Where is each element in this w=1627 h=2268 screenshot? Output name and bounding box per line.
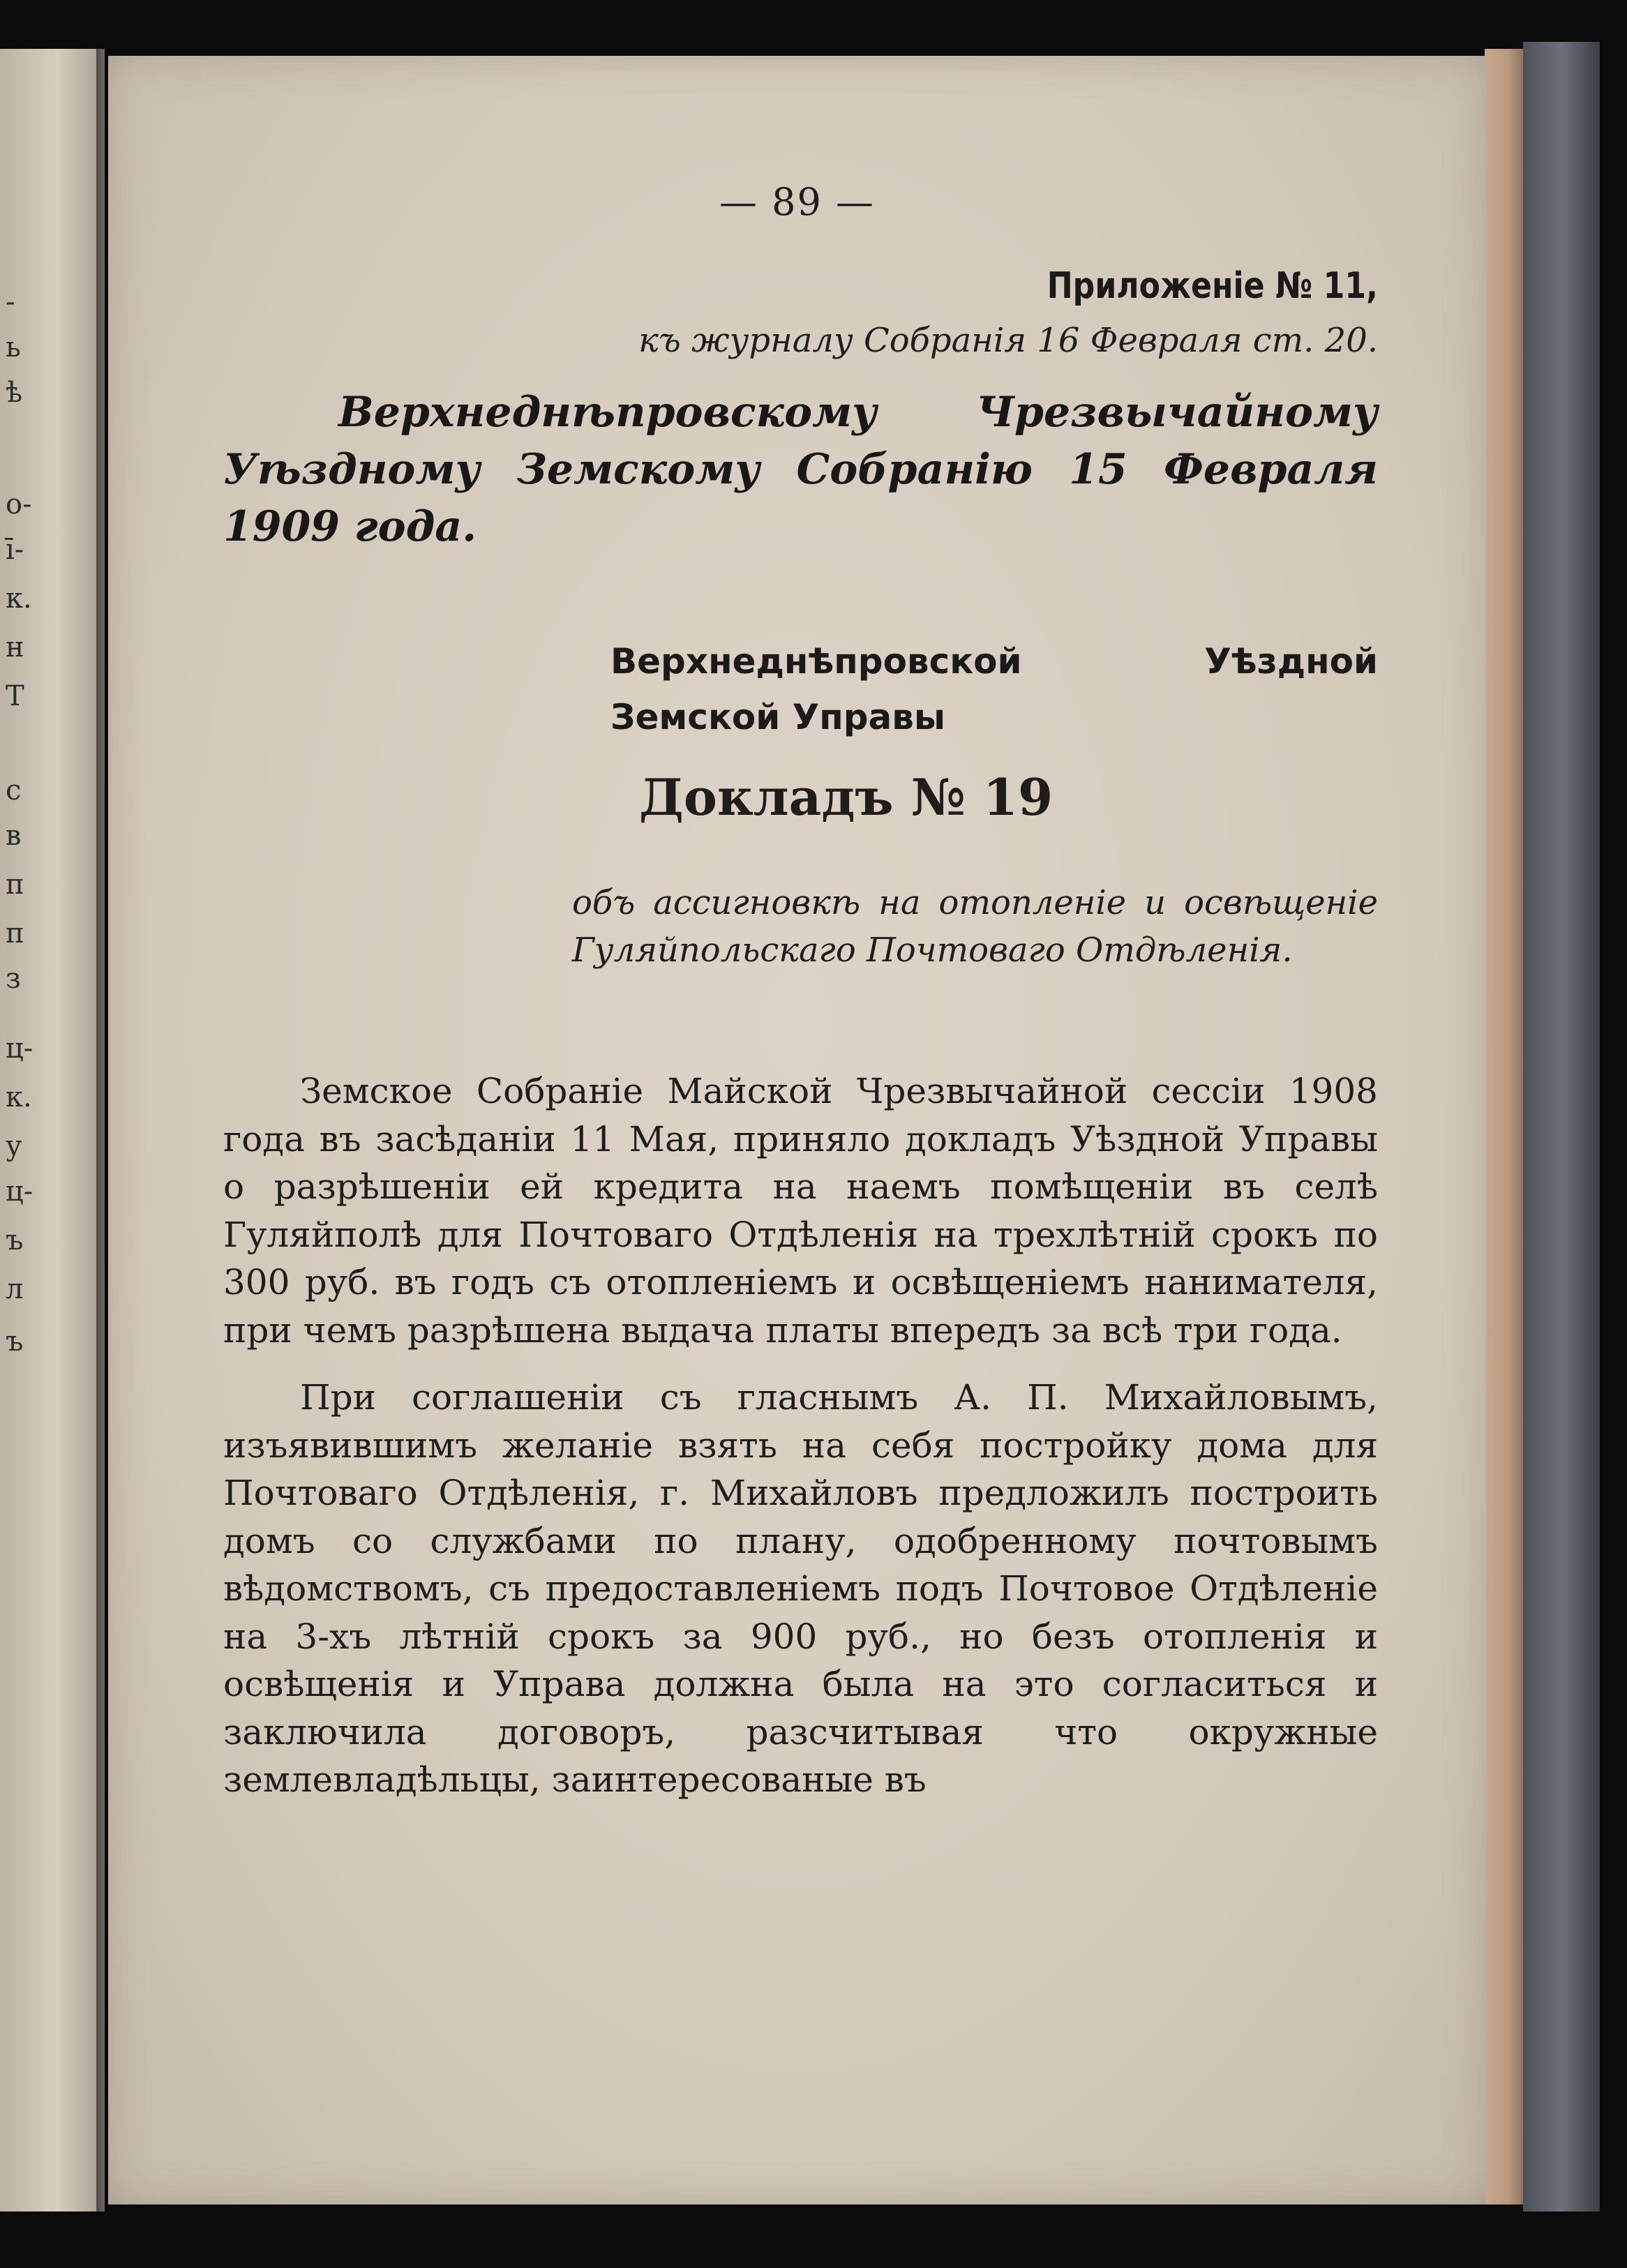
left-page-fragment: ѣ	[6, 377, 23, 409]
left-page-fragment: в	[6, 820, 22, 852]
left-page-fragment: к.	[6, 1081, 32, 1113]
left-page-fragment: ī-	[6, 534, 24, 566]
left-page-fragment: у	[6, 1130, 22, 1162]
left-page-fragment: Т	[6, 680, 24, 712]
left-page-fragment: п	[6, 917, 24, 949]
journal-reference: къ журналу Собранія 16 Февраля ст. 20.	[638, 321, 1378, 360]
report-subject: объ ассигновкѣ на отопленіе и освѣщеніе Гуляйпольскаго Почтоваго Отдѣленія.	[572, 883, 1378, 970]
left-page-fragment: с	[6, 774, 22, 806]
page-number: — 89 —	[719, 180, 876, 224]
left-page-fragment: ъ	[6, 1224, 24, 1256]
left-page-fragment: л	[6, 1273, 24, 1305]
left-page-fragment: з	[6, 963, 21, 995]
book-cover-edge	[1523, 42, 1600, 2211]
left-page-fragment: -	[6, 286, 15, 318]
left-facing-page	[0, 49, 105, 2211]
report-title: Докладъ № 19	[638, 767, 1054, 827]
council-heading: Верхнеднѣпровской Уѣздной Земской Управы	[610, 641, 1378, 737]
left-page-fragment: о-	[6, 488, 32, 520]
body-paragraph: Земское Собраніе Майской Чрезвычайной сессіи 1908 года въ засѣданіи 11 Мая, приняло докладъ Уѣздной Управы о разрѣшеніи ей кредита на наемъ помѣщеніи въ селѣ Гуляйполѣ для Почтоваго Отдѣленія на трехлѣтній срокъ по 300 руб. въ годъ съ отопленіемъ и освѣщеніемъ нанимателя, при чемъ разрѣшена выдача платы впередъ за всѣ три года.	[223, 1071, 1378, 1351]
left-page-fragment: ц-	[6, 1032, 33, 1065]
page-block-edge	[1485, 49, 1523, 2205]
left-page-fragment: ь	[6, 331, 21, 363]
appendix-heading: Приложеніе № 11,	[1047, 265, 1378, 307]
left-page-fragment: п	[6, 869, 24, 901]
left-page-fragment: к.	[6, 583, 32, 615]
body-paragraph: При соглашеніи съ гласнымъ А. П. Михайловымъ, изъявившимъ желаніе взять на себя постройку дома для Почтоваго Отдѣленія, г. Михайловъ предложилъ построить домъ со службами по плану, одобренному почтовымъ вѣдомствомъ, съ предоставленіемъ подъ Почтовое Отдѣленіе на 3-хъ лѣтній срокъ за 900 руб., но безъ отопленія и освѣщенія и Управа должна была на это согласиться и заключила договоръ, разсчитывая что окружные землевладѣльцы, заинтересованые въ	[223, 1377, 1378, 1800]
report-body	[223, 1067, 1378, 1824]
left-page-fragment: ъ	[6, 1325, 24, 1358]
address-heading: Верхнеднѣпровскому Чрезвычайному Уѣздному Земскому Собранію 15 Февраля 1909 года.	[223, 388, 1378, 551]
left-page-fragment: ц-	[6, 1176, 33, 1208]
left-page-fragment: н	[6, 631, 24, 663]
document-page	[108, 56, 1486, 2205]
